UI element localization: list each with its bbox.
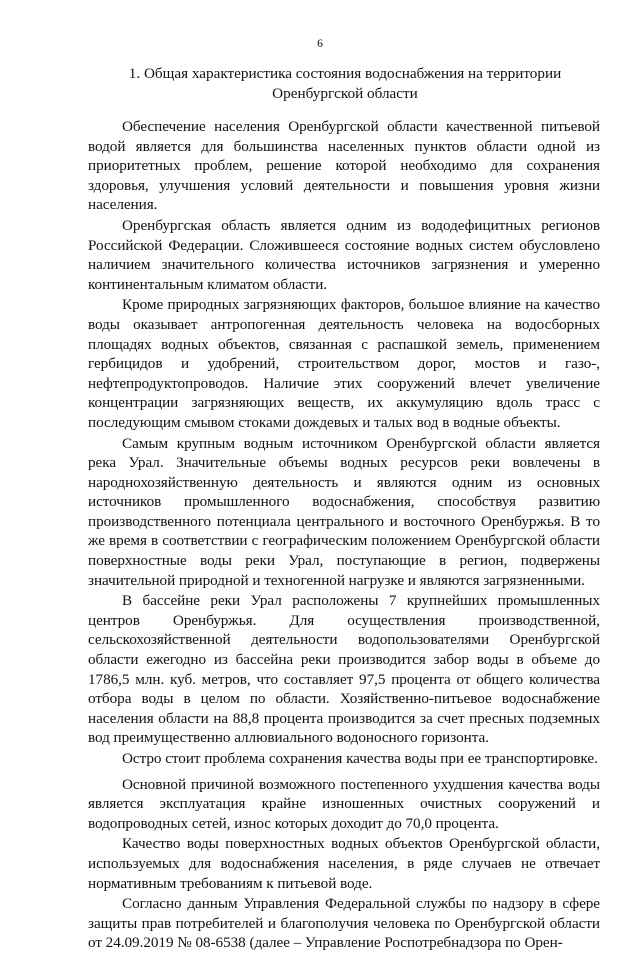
paragraph-8: Качество воды поверхностных водных объектов Оренбургской области, используемых для водоснабжения населения, в ряде случаев не отвечает нормативным требованиям к питьевой воде. [88,835,600,892]
paragraph-2: Оренбургская область является одним из вододефицитных регионов Российской Федерации. Сложившееся состояние водных систем обусловлено наличием значительного количества источников загрязнения и умеренно континентальным климатом области. [88,216,600,293]
paragraph-4: Самым крупным водным источником Оренбургской области является река Урал. Значительные объемы водных ресурсов реки вовлечены в народнохозяйственную деятельность и являются одним из основных источников промышленного водоснабжения, способствуя развитию производственного потенциала центрального и восточного Оренбуржья. В то же время в соответствии с географическим положением Оренбургской области поверхностные воды реки Урал, поступающие в регион, подвержены значительной природной и техногенной нагрузке и являются загрязненными. [88,434,600,589]
section-heading: 1. Общая характеристика состояния водоснабжения на территории Оренбургской области [128,65,562,102]
paragraph-5: В бассейне реки Урал расположены 7 крупнейших промышленных центров Оренбуржья. Для осуществления производственной, сельскохозяйственной деятельности водопользователями Оренбургской области ежегодно из бассейна реки производится забор воды в объеме до 1786,5 млн. куб. метров, что составляет 97,5 процента от общего количества отбора воды в целом по области. Хозяйственно-питьевое водоснабжение населения области на 88,8 процента производится за счет пресных подземных вод преимущественно аллювиального водоносного горизонта. [88,592,600,747]
paragraph-3: Кроме природных загрязняющих факторов, большое влияние на качество воды оказывает антропогенная деятельность человека на водосборных площадях водных объектов, связанная с распашкой земель, применением гербицидов и удобрений, строительством дорог, мостов и газо-, нефтепродуктопроводов. Наличие этих сооружений влечет увеличение концентрации загрязняющих веществ, их аккумуляцию вдоль трасс с последующим смывом стоками дождевых и талых вод в водные объекты. [88,296,600,431]
page-number: 6 [317,38,323,50]
paragraph-1: Обеспечение населения Оренбургской области качественной питьевой водой является для большинства населенных пунктов области одной из приоритетных проблем, решение которой необходимо для сохранения здоровья, улучшения условий деятельности и повышения уровня жизни населения. [88,118,600,214]
paragraph-9: Согласно данным Управления Федеральной службы по надзору в сфере защиты прав потребителей и благополучия человека по Оренбургской области от 24.09.2019 № 08-6538 (далее – Управление Роспотребнадзора по Орен- [88,895,600,952]
paragraph-6: Остро стоит проблема сохранения качества воды при ее транспортировке. [122,750,598,767]
body-text [88,117,600,953]
paragraph-7: Основной причиной возможного постепенного ухудшения качества воды является эксплуатация крайне изношенных очистных сооружений и водопроводных сетей, износ которых доходит до 70,0 процента. [88,775,600,832]
